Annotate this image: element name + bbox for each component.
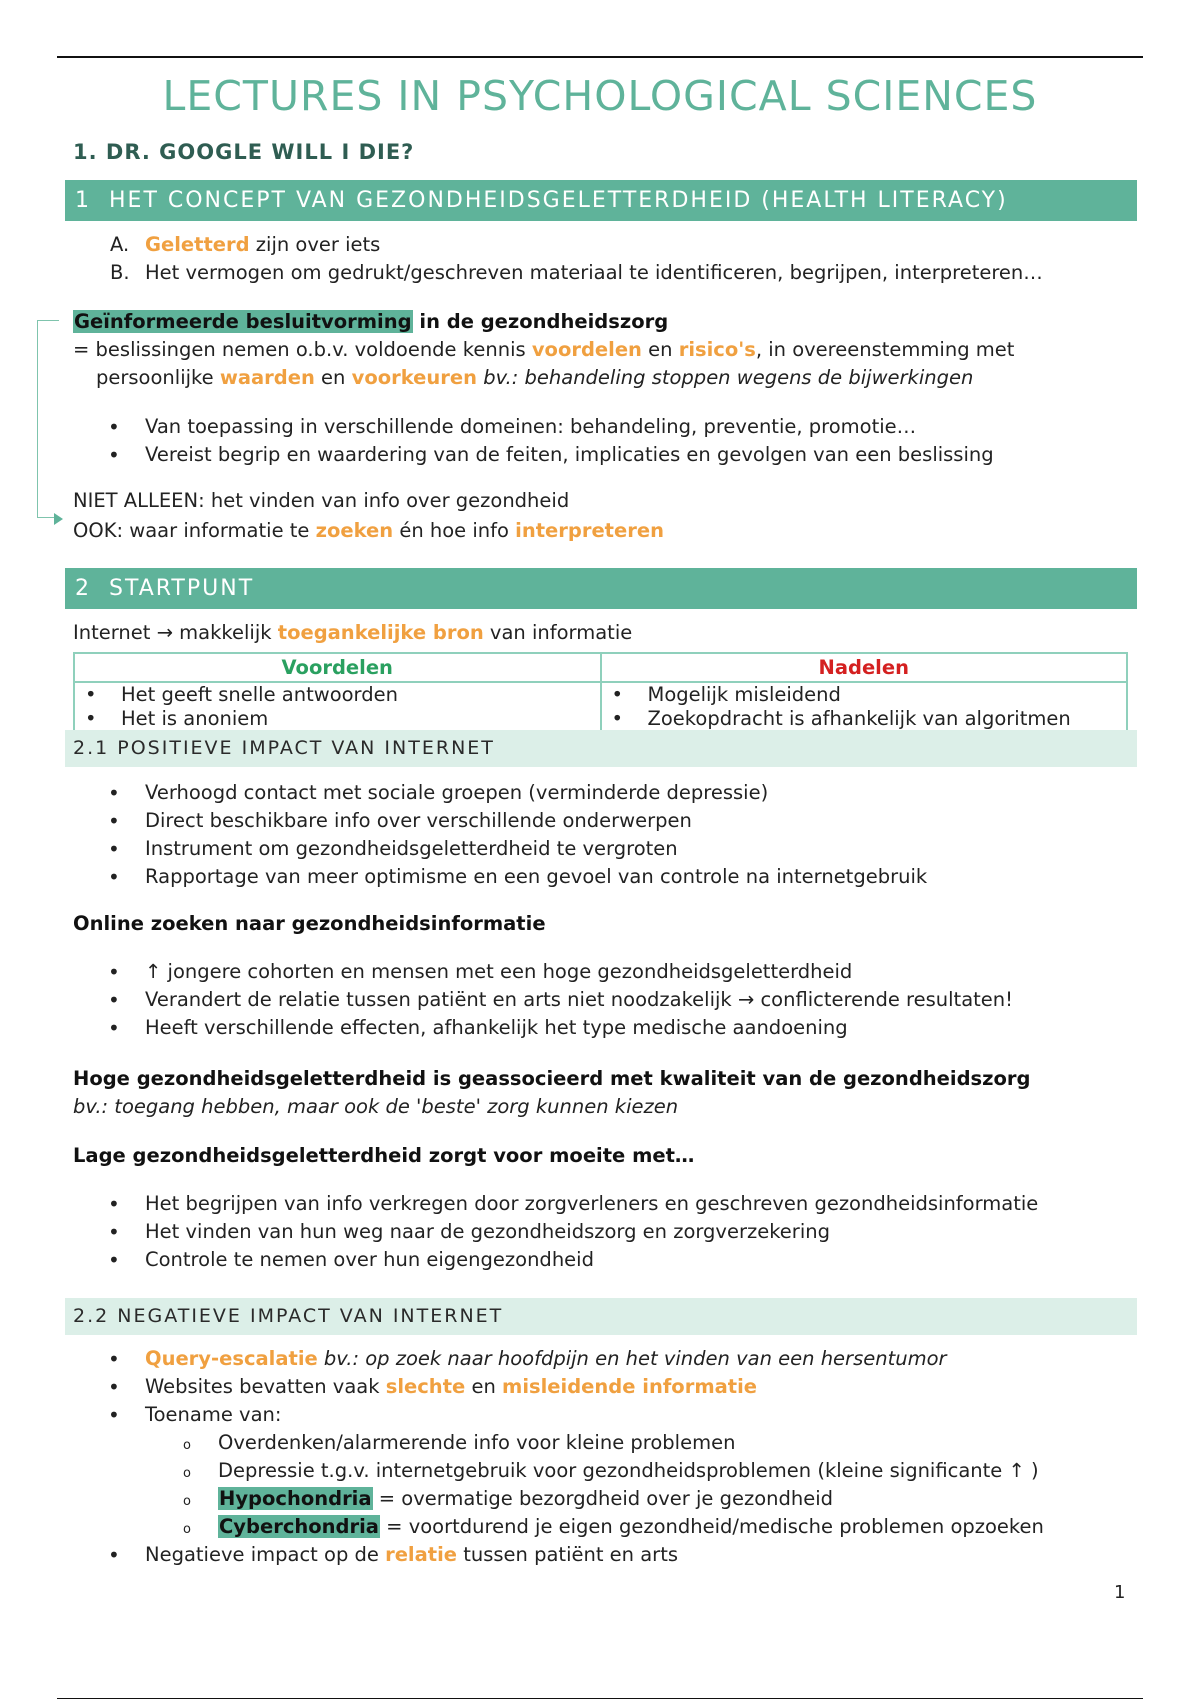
ook-line (73, 517, 664, 545)
list-item: • Toename van: (0, 1401, 1044, 1429)
lettered-list (0, 231, 1043, 287)
low-literacy-heading: Lage gezondheidsgeletterdheid zorgt voor moeite met… (73, 1144, 695, 1167)
highlight-interpreteren: interpreteren (515, 519, 664, 542)
section-2-1-heading: 2.1 POSITIEVE IMPACT VAN INTERNET (65, 730, 1137, 767)
text: en (314, 366, 352, 389)
text: = voortdurend je eigen gezondheid/medische problemen opzoeken (379, 1515, 1044, 1538)
text: OOK: waar informatie te (73, 519, 316, 542)
text: en (465, 1375, 503, 1398)
highlight-relatie: relatie (385, 1543, 458, 1566)
bottom-rule (57, 1698, 1143, 1699)
definition-line-1 (73, 336, 1014, 364)
list-item: • Mogelijk misleidend (602, 683, 1127, 707)
text: Internet → makkelijk (73, 621, 278, 644)
informed-decision-heading (73, 308, 668, 336)
section-1-title: HET CONCEPT VAN GEZONDHEIDSGELETTERDHEID (HEALTH LITERACY) (109, 188, 1008, 213)
item-text: Het vermogen om gedrukt/geschreven materiaal te identificeren, begrijpen, interpreteren… (145, 261, 1043, 284)
sub-list-item: o Depressie t.g.v. internetgebruik voor gezondheidsproblemen (kleine significante ↑ ) (0, 1457, 1044, 1485)
pros-cons-table (73, 652, 1128, 733)
item-letter: A. (110, 233, 130, 256)
text: persoonlijke (96, 366, 220, 389)
highlight-risicos: risico's (678, 338, 756, 361)
section-2-number: 2 (75, 576, 91, 601)
internet-intro (73, 619, 632, 647)
sub-list-item (0, 1485, 1044, 1513)
highlight-cyberchondria: Cyberchondria (219, 1515, 379, 1538)
text: van informatie (483, 621, 633, 644)
text: Negatieve impact op de (145, 1543, 386, 1566)
list-item: • Instrument om gezondheidsgeletterdheid te vergroten (0, 835, 927, 863)
nadelen-header: Nadelen (601, 653, 1128, 682)
section-1-heading (65, 180, 1137, 221)
list-item (0, 1541, 1044, 1569)
example-text: bv.: op zoek naar hoofdpijn en het vinden van een hersentumor (317, 1347, 947, 1370)
text: , in overeenstemming met (755, 338, 1015, 361)
list-item: • Direct beschikbare info over verschillende onderwerpen (0, 807, 927, 835)
list-item: • Het begrijpen van info verkregen door zorgverleners en geschreven gezondheidsinformatie (0, 1190, 1038, 1218)
list-item-a (0, 231, 1043, 259)
list-item: • Zoekopdracht is afhankelijk van algoritmen (602, 707, 1127, 731)
section-1-number: 1 (75, 188, 91, 213)
example-text: bv.: behandeling stoppen wegens de bijwerkingen (477, 366, 974, 389)
online-search-bullets (0, 958, 1013, 1042)
voordelen-header: Voordelen (74, 653, 601, 682)
list-item: • Controle te nemen over hun eigengezondheid (0, 1246, 1038, 1274)
text: = overmatige bezorgdheid over je gezondheid (372, 1487, 834, 1510)
arrow-right-icon (54, 513, 63, 525)
list-item: • Van toepassing in verschillende domeinen: behandeling, preventie, promotie… (0, 413, 994, 441)
page-number: 1 (1114, 1582, 1126, 1603)
list-item (0, 1373, 1044, 1401)
text: Websites bevatten vaak (145, 1375, 386, 1398)
highlight-hypochondria: Hypochondria (219, 1487, 372, 1510)
definition-line-2 (96, 364, 973, 392)
sub-list-item: o Overdenken/alarmerende info voor kleine problemen (0, 1429, 1044, 1457)
niet-alleen-line: NIET ALLEEN: het vinden van info over gezondheid (73, 489, 570, 512)
list-item: • Heeft verschillende effecten, afhankelijk het type medische aandoening (0, 1014, 1013, 1042)
highlight-geletterd: Geletterd (145, 233, 250, 256)
text: en (641, 338, 679, 361)
list-item: • ↑ jongere cohorten en mensen met een hoge gezondheidsgeletterdheid (0, 958, 1013, 986)
highlight-voordelen: voordelen (531, 338, 642, 361)
decision-bullets (0, 413, 994, 469)
text: = beslissingen nemen o.b.v. voldoende kennis (73, 338, 532, 361)
high-literacy-example: bv.: toegang hebben, maar ook de 'beste' zorg kunnen kiezen (73, 1095, 679, 1118)
highlight-waarden: waarden (219, 366, 315, 389)
section-2-title: STARTPUNT (109, 576, 255, 601)
online-search-heading: Online zoeken naar gezondheidsinformatie (73, 912, 546, 935)
voordelen-cell (74, 682, 601, 732)
top-rule (57, 56, 1143, 58)
text: én hoe info (393, 519, 516, 542)
highlight-voorkeuren: voorkeuren (351, 366, 478, 389)
list-item (0, 1345, 1044, 1373)
highlight-slechte: slechte (385, 1375, 466, 1398)
list-item-b (0, 259, 1043, 287)
list-item: • Het geeft snelle antwoorden (75, 683, 600, 707)
sub-list-item (0, 1513, 1044, 1541)
highlight-toegankelijke-bron: toegankelijke bron (277, 621, 484, 644)
section-2-heading (65, 568, 1137, 609)
negative-impact-bullets (0, 1345, 1044, 1569)
item-letter: B. (110, 261, 130, 284)
item-text: zijn over iets (249, 233, 381, 256)
list-item: • Rapportage van meer optimisme en een gevoel van controle na internetgebruik (0, 863, 927, 891)
highlight-query-escalatie: Query-escalatie (145, 1347, 318, 1370)
section-2-2-heading: 2.2 NEGATIEVE IMPACT VAN INTERNET (65, 1298, 1137, 1335)
list-item: • Verhoogd contact met sociale groepen (verminderde depressie) (0, 779, 927, 807)
chapter-heading: 1. DR. GOOGLE WILL I DIE? (73, 140, 415, 164)
list-item: • Het vinden van hun weg naar de gezondheidszorg en zorgverzekering (0, 1218, 1038, 1246)
list-item: • Het is anoniem (75, 707, 600, 731)
list-item: • Verandert de relatie tussen patiënt en arts niet noodzakelijk → conflicterende resultaten! (0, 986, 1013, 1014)
nadelen-cell (601, 682, 1128, 732)
low-literacy-bullets (0, 1190, 1038, 1274)
heading-text: in de gezondheidszorg (412, 310, 669, 333)
document-title: LECTURES IN PSYCHOLOGICAL SCIENCES (162, 72, 1038, 120)
highlight-misleidende-informatie: misleidende informatie (502, 1375, 758, 1398)
text: tussen patiënt en arts (457, 1543, 679, 1566)
list-item: • Vereist begrip en waardering van de feiten, implicaties en gevolgen van een beslissing (0, 441, 994, 469)
highlight-zoeken: zoeken (315, 519, 394, 542)
positive-impact-bullets (0, 779, 927, 891)
highlight-informed-decision: Geïnformeerde besluitvorming (74, 310, 412, 333)
high-literacy-heading: Hoge gezondheidsgeletterdheid is geassocieerd met kwaliteit van de gezondheidszorg (73, 1067, 1031, 1090)
